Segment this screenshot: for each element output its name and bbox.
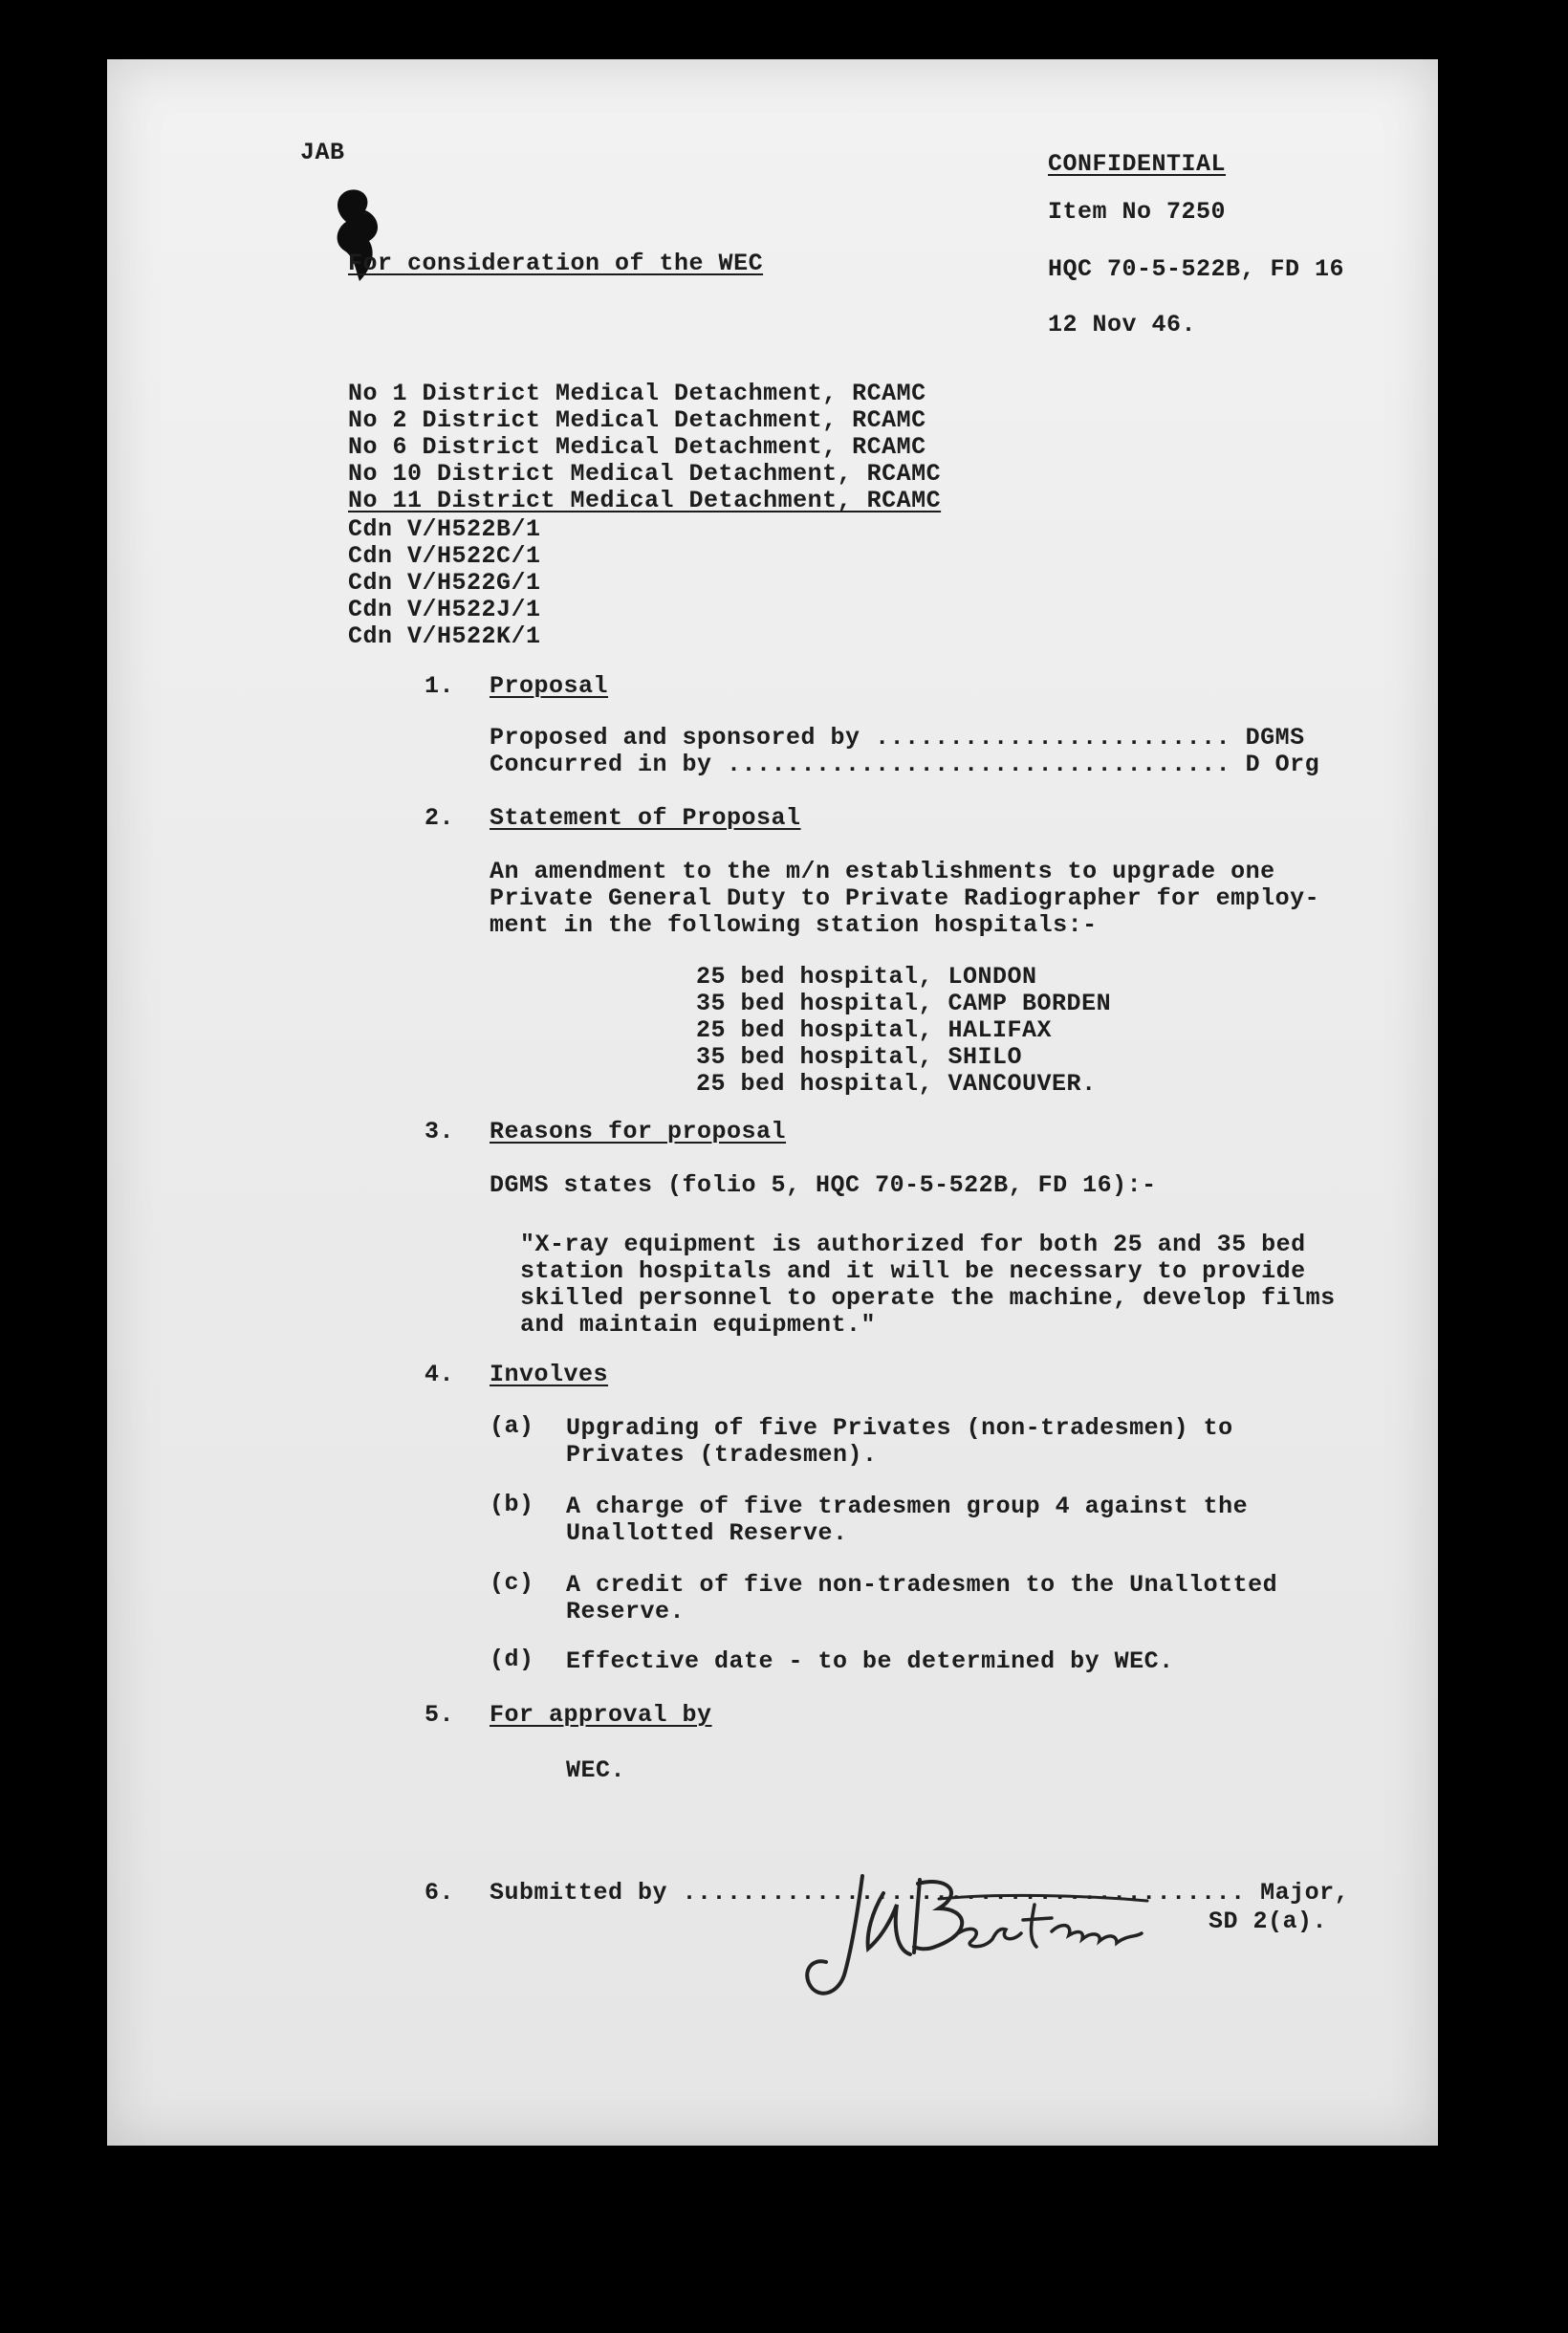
document-page: [107, 59, 1438, 2146]
quote-line: "X-ray equipment is authorized for both 25 and 35 bed: [520, 1231, 1306, 1258]
hospital-item: 25 bed hospital, LONDON: [696, 963, 1037, 991]
section-number: 4.: [425, 1361, 455, 1388]
section-number: 5.: [425, 1701, 455, 1729]
hospital-item: 25 bed hospital, VANCOUVER.: [696, 1070, 1097, 1098]
item-label: (b): [490, 1491, 534, 1518]
establishment-item: Cdn V/H522B/1: [348, 515, 541, 543]
initials: JAB: [300, 139, 345, 166]
statement-text: ment in the following station hospitals:-: [490, 911, 1098, 939]
quote-line: station hospitals and it will be necessary to provide: [520, 1257, 1306, 1285]
concurrence-line: Concurred in by .................................. D Org: [490, 751, 1320, 778]
section-number: 2.: [425, 804, 455, 832]
item-text: Reserve.: [566, 1598, 686, 1625]
item-text: Upgrading of five Privates (non-tradesmen) to: [566, 1414, 1233, 1442]
sponsor-line: Proposed and sponsored by ........................ DGMS: [490, 724, 1305, 752]
section-number: 6.: [425, 1879, 455, 1907]
item-text: A charge of five tradesmen group 4 against the: [566, 1493, 1249, 1520]
appointment: SD 2(a).: [1209, 1908, 1328, 1935]
item-text: Effective date - to be determined by WEC.: [566, 1647, 1174, 1675]
establishment-item: Cdn V/H522C/1: [348, 542, 541, 570]
item-number: Item No 7250: [1048, 198, 1227, 226]
approval-body: WEC.: [566, 1756, 626, 1784]
unit-item: No 10 District Medical Detachment, RCAMC: [348, 460, 942, 488]
unit-item: No 1 District Medical Detachment, RCAMC: [348, 380, 926, 407]
statement-text: An amendment to the m/n establishments to upgrade one: [490, 858, 1275, 885]
item-text: Privates (tradesmen).: [566, 1441, 878, 1469]
item-text: A credit of five non-tradesmen to the Unallotted: [566, 1571, 1278, 1599]
item-label: (c): [490, 1569, 534, 1597]
establishment-item: Cdn V/H522K/1: [348, 622, 541, 650]
hospital-item: 25 bed hospital, HALIFAX: [696, 1016, 1053, 1044]
consideration-heading: For consideration of the WEC: [348, 250, 764, 277]
section-title: Involves: [490, 1361, 609, 1388]
document-date: 12 Nov 46.: [1048, 311, 1197, 338]
hospital-item: 35 bed hospital, CAMP BORDEN: [696, 990, 1112, 1017]
classification: CONFIDENTIAL: [1048, 150, 1227, 178]
section-title: Reasons for proposal: [490, 1118, 787, 1145]
item-label: (d): [490, 1646, 534, 1673]
section-title: For approval by: [490, 1701, 712, 1729]
section-number: 3.: [425, 1118, 455, 1145]
item-label: (a): [490, 1412, 534, 1440]
signature: [795, 1866, 1159, 2010]
quote-line: and maintain equipment.": [520, 1311, 877, 1339]
unit-item: No 11 District Medical Detachment, RCAMC: [348, 487, 942, 514]
item-text: Unallotted Reserve.: [566, 1519, 848, 1547]
reasons-intro: DGMS states (folio 5, HQC 70-5-522B, FD 16):-: [490, 1171, 1157, 1199]
file-reference: HQC 70-5-522B, FD 16: [1048, 255, 1345, 283]
section-number: 1.: [425, 672, 455, 700]
submitted-line: Submitted by ...................................... Major,: [490, 1879, 1350, 1907]
hospital-item: 35 bed hospital, SHILO: [696, 1043, 1023, 1071]
establishment-item: Cdn V/H522J/1: [348, 596, 541, 623]
unit-item: No 2 District Medical Detachment, RCAMC: [348, 406, 926, 434]
unit-item: No 6 District Medical Detachment, RCAMC: [348, 433, 926, 461]
establishment-item: Cdn V/H522G/1: [348, 569, 541, 597]
quote-line: skilled personnel to operate the machine, develop films: [520, 1284, 1336, 1312]
statement-text: Private General Duty to Private Radiographer for employ-: [490, 884, 1320, 912]
section-title: Proposal: [490, 672, 609, 700]
section-title: Statement of Proposal: [490, 804, 801, 832]
